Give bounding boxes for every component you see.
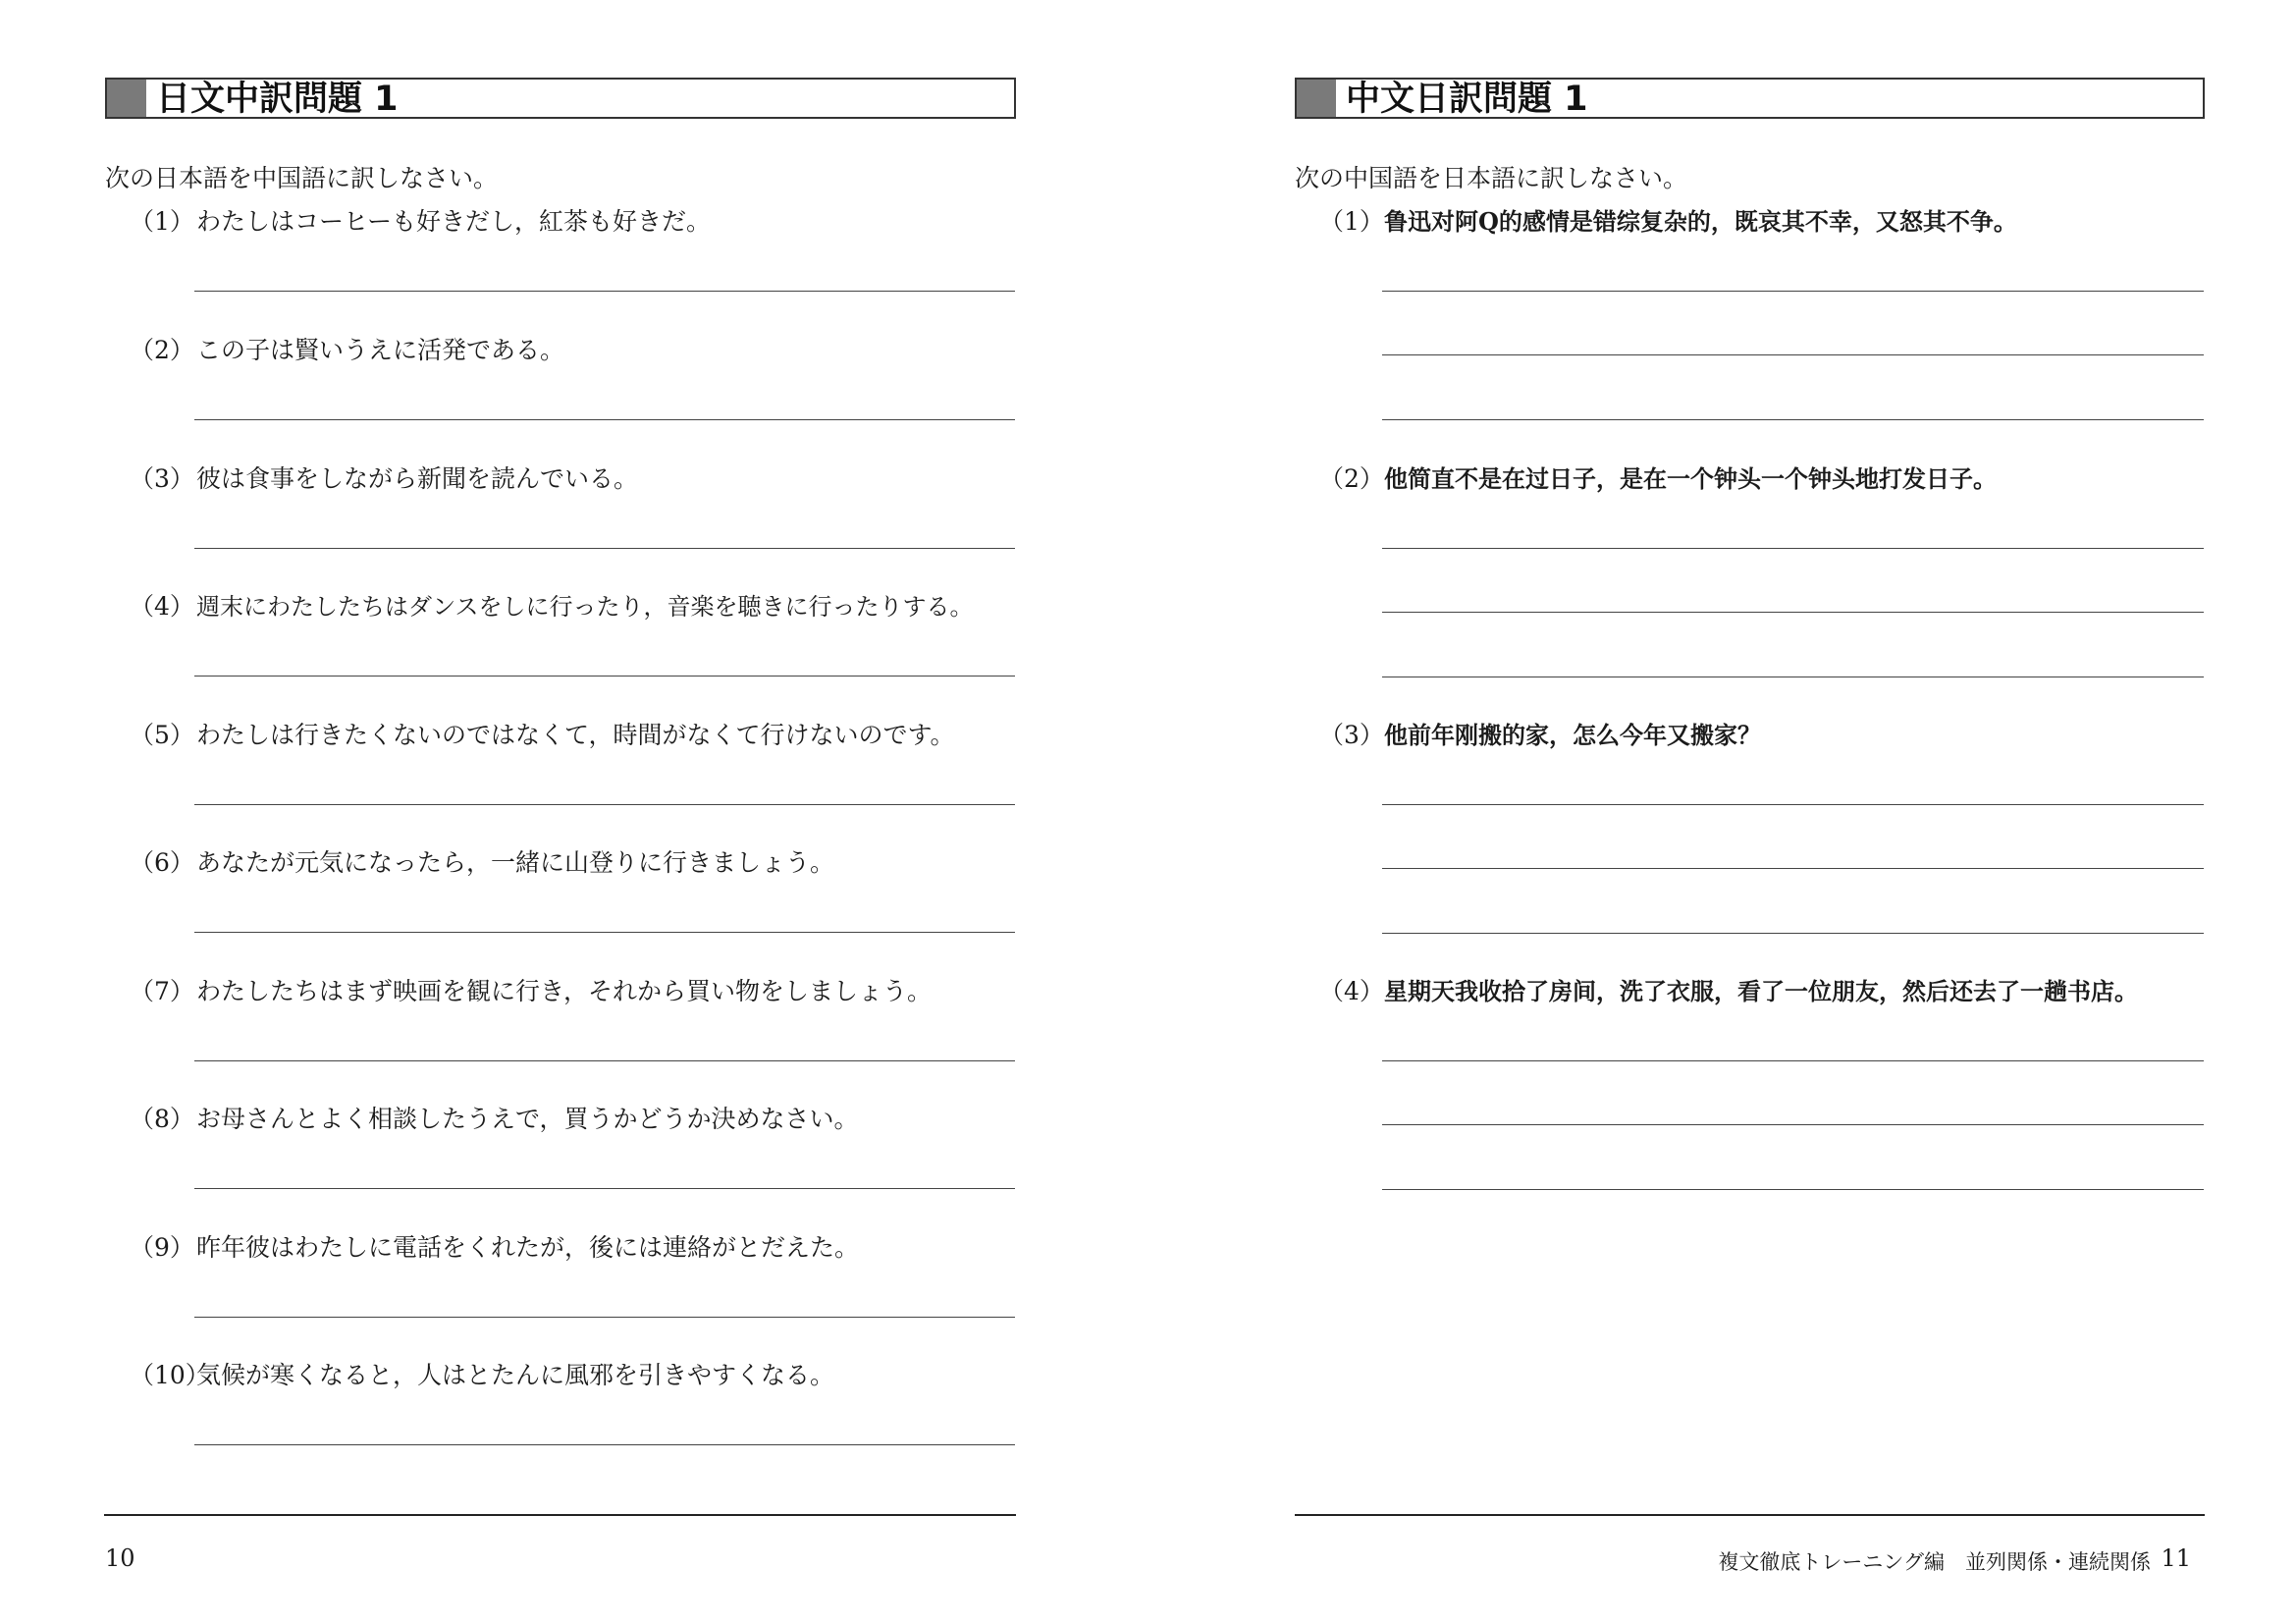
section-title: 中文日訳問題 1 xyxy=(1346,80,1588,119)
answer-line[interactable] xyxy=(1382,1189,2204,1190)
answer-line[interactable] xyxy=(1382,804,2204,805)
answer-line[interactable] xyxy=(194,548,1015,549)
question-number: （7） xyxy=(130,977,194,1005)
title-tab-marker xyxy=(1297,80,1336,117)
question-text: 彼は食事をしながら新聞を読んでいる。 xyxy=(196,464,639,493)
answer-line[interactable] xyxy=(194,291,1015,292)
right-page xyxy=(1148,0,2296,1624)
answer-line[interactable] xyxy=(1382,612,2204,613)
question-text: わたしはコーヒーも好きだし，紅茶も好きだ。 xyxy=(196,207,712,236)
answer-line[interactable] xyxy=(1382,354,2204,355)
question-text: 星期天我收拾了房间，洗了衣服，看了一位朋友，然后还去了一趟书店。 xyxy=(1384,977,2138,1005)
question-number: （1） xyxy=(130,207,194,236)
instruction: 次の日本語を中国語に訳しなさい。 xyxy=(105,164,499,192)
section-title: 日文中訳問題 1 xyxy=(156,80,399,119)
question-number: （1） xyxy=(1319,207,1384,236)
question-number: （2） xyxy=(1319,464,1384,493)
question-number: （4） xyxy=(130,592,194,621)
question-number: （6） xyxy=(130,848,194,877)
question-number: （5） xyxy=(130,721,194,749)
question-text: 週末にわたしたちはダンスをしに行ったり，音楽を聴きに行ったりする。 xyxy=(196,593,974,621)
answer-line[interactable] xyxy=(194,1060,1015,1061)
question-number: （2） xyxy=(130,336,194,364)
answer-line[interactable] xyxy=(1382,1124,2204,1125)
question-text: 昨年彼はわたしに電話をくれたが，後には連絡がとだえた。 xyxy=(196,1233,860,1262)
footer-divider xyxy=(1295,1514,2205,1516)
footer-divider xyxy=(104,1514,1016,1516)
question-text: あなたが元気になったら，一緒に山登りに行きましょう。 xyxy=(196,848,835,877)
question-text: わたしたちはまず映画を観に行き，それから買い物をしましょう。 xyxy=(196,977,933,1005)
answer-line[interactable] xyxy=(194,676,1015,677)
question-number: （9） xyxy=(130,1233,194,1262)
answer-line[interactable] xyxy=(1382,868,2204,869)
answer-line[interactable] xyxy=(194,1317,1015,1318)
answer-line[interactable] xyxy=(1382,291,2204,292)
answer-line[interactable] xyxy=(194,419,1015,420)
question-number: （10） xyxy=(130,1361,210,1389)
question-text: 鲁迅对阿Q的感情是错综复杂的，既哀其不幸，又怒其不争。 xyxy=(1384,207,2017,236)
question-number: （4） xyxy=(1319,977,1384,1005)
answer-line[interactable] xyxy=(194,1188,1015,1189)
answer-line[interactable] xyxy=(1382,933,2204,934)
question-number: （8） xyxy=(130,1105,194,1133)
question-text: お母さんとよく相談したうえで，買うかどうか決めなさい。 xyxy=(196,1105,859,1133)
question-number: （3） xyxy=(130,464,194,493)
running-footer: 複文徹底トレーニング編 並列関係・連続関係 xyxy=(1718,1550,2151,1574)
title-tab-marker xyxy=(107,80,146,117)
answer-line[interactable] xyxy=(194,804,1015,805)
question-number: （3） xyxy=(1319,721,1384,749)
question-text: 他简直不是在过日子，是在一个钟头一个钟头地打发日子。 xyxy=(1384,464,1997,493)
answer-line[interactable] xyxy=(1382,419,2204,420)
page-number: 10 xyxy=(105,1544,135,1572)
answer-line[interactable] xyxy=(1382,1060,2204,1061)
question-text: 他前年刚搬的家，怎么今年又搬家？ xyxy=(1384,721,1761,749)
question-text: 気候が寒くなると，人はとたんに風邪を引きやすくなる。 xyxy=(196,1361,835,1389)
question-text: わたしは行きたくないのではなくて，時間がなくて行けないのです。 xyxy=(196,721,955,749)
answer-line[interactable] xyxy=(194,932,1015,933)
instruction: 次の中国語を日本語に訳しなさい。 xyxy=(1295,164,1688,192)
question-text: この子は賢いうえに活発である。 xyxy=(196,336,565,364)
answer-line[interactable] xyxy=(1382,548,2204,549)
section-title-box xyxy=(1295,78,2205,119)
page-number: 11 xyxy=(2161,1544,2191,1572)
answer-line[interactable] xyxy=(194,1444,1015,1445)
section-title-box xyxy=(105,78,1016,119)
